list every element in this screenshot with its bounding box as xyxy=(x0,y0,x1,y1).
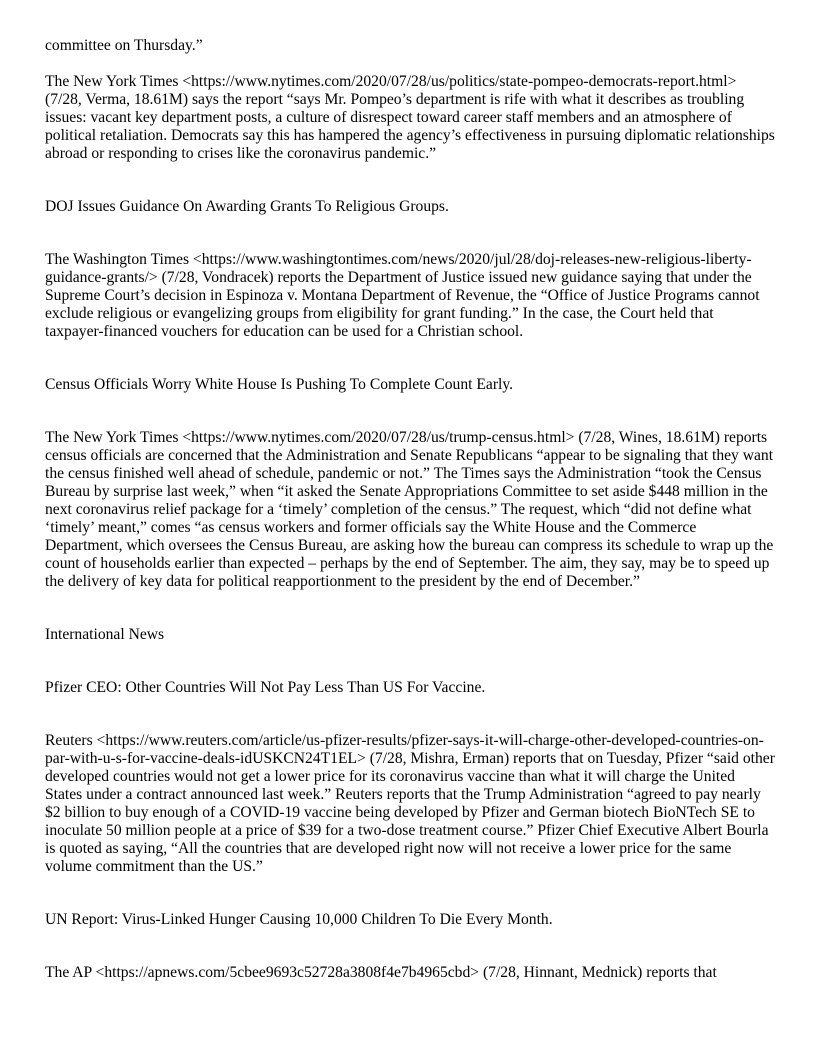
spacer xyxy=(45,697,775,732)
spacer xyxy=(45,591,775,626)
spacer xyxy=(45,341,775,376)
paragraph-nyt-pompeo: The New York Times <https://www.nytimes.com/2020/07/28/us/politics/state-pompeo-democrats-report.html> (7/28, Verma, 18.61M) says the report “says Mr. Pompeo’s department is rife with what it describes as troubling issues: vacant key department posts, a culture of disrespect toward career staff members and an atmosphere of political retaliation. Democrats say this has hampered the agency’s effectiveness in pursuing diplomatic relationships abroad or responding to crises like the coronavirus pandemic.” xyxy=(45,73,775,162)
paragraph-washington-times: The Washington Times <https://www.washingtontimes.com/news/2020/jul/28/doj-releases-new-religious-liberty-guidance-grants/> (7/28, Vondracek) reports the Department of Justice issued new guidance saying that under the Supreme Court’s decision in Espinoza v. Montana Department of Revenue, the “Office of Justice Programs cannot exclude religious or evangelizing groups from eligibility for grant funding.” In the case, the Court held that taxpayer-financed vouchers for education can be used for a Christian school. xyxy=(45,251,760,340)
section-heading-international: International News xyxy=(45,626,165,643)
paragraph-ap-hunger: The AP <https://apnews.com/5cbee9693c52728a3808f4e7b4965cbd> (7/28, Hinnant, Mednick) reports that xyxy=(45,964,717,981)
spacer xyxy=(45,55,775,73)
spacer xyxy=(45,394,775,429)
spacer xyxy=(45,929,775,964)
headline-census: Census Officials Worry White House Is Pushing To Complete Count Early. xyxy=(45,376,514,393)
spacer xyxy=(45,216,775,251)
headline-doj-guidance: DOJ Issues Guidance On Awarding Grants To Religious Groups. xyxy=(45,198,449,215)
paragraph-reuters-pfizer: Reuters <https://www.reuters.com/article/us-pfizer-results/pfizer-says-it-will-charge-other-developed-countries-on-par-with-u-s-for-vaccine-deals-idUSKCN24T1EL> (7/28, Mishra, Erman) reports that on Tuesday, Pfizer “said other developed countries would not get a lower price for its coronavirus vaccine than what it will charge the United States under a contract announced last week.” Reuters reports that the Trump Administration “agreed to pay nearly $2 billion to buy enough of a COVID-19 vaccine being developed by Pfizer and German biotech BioNTech SE to inoculate 50 million people at a price of $39 for a two-dose treatment course.” Pfizer Chief Executive Albert Bourla is quoted as saying, “All the countries that are developed right now will not receive a lower price for the same volume commitment than the US.” xyxy=(45,732,775,875)
paragraph-nyt-census: The New York Times <https://www.nytimes.com/2020/07/28/us/trump-census.html> (7/28, Wines, 18.61M) reports census officials are concerned that the Administration and Senate Republicans “appear to be signaling that they want the census finished well ahead of schedule, pandemic or not.” The Times says the Administration “took the Census Bureau by surprise last week,” when “it asked the Senate Appropriations Committee to set aside $448 million in the next coronavirus relief package for a ‘timely’ completion of the census.” The request, which “did not define what ‘timely’ meant,” comes “as census workers and former officials say the White House and the Commerce Department, which oversees the Census Bureau, are asking how the bureau can compress its schedule to wrap up the count of households earlier than expected – perhaps by the end of September. The aim, they say, may be to speed up the delivery of key data for political reapportionment to the president by the end of December.” xyxy=(45,429,774,590)
spacer xyxy=(45,876,775,911)
headline-pfizer: Pfizer CEO: Other Countries Will Not Pay Less Than US For Vaccine. xyxy=(45,679,486,696)
spacer xyxy=(45,644,775,679)
paragraph-continuation: committee on Thursday.” xyxy=(45,37,203,54)
spacer xyxy=(45,163,775,198)
document-page xyxy=(45,37,775,982)
headline-un-report: UN Report: Virus-Linked Hunger Causing 10,000 Children To Die Every Month. xyxy=(45,911,553,928)
